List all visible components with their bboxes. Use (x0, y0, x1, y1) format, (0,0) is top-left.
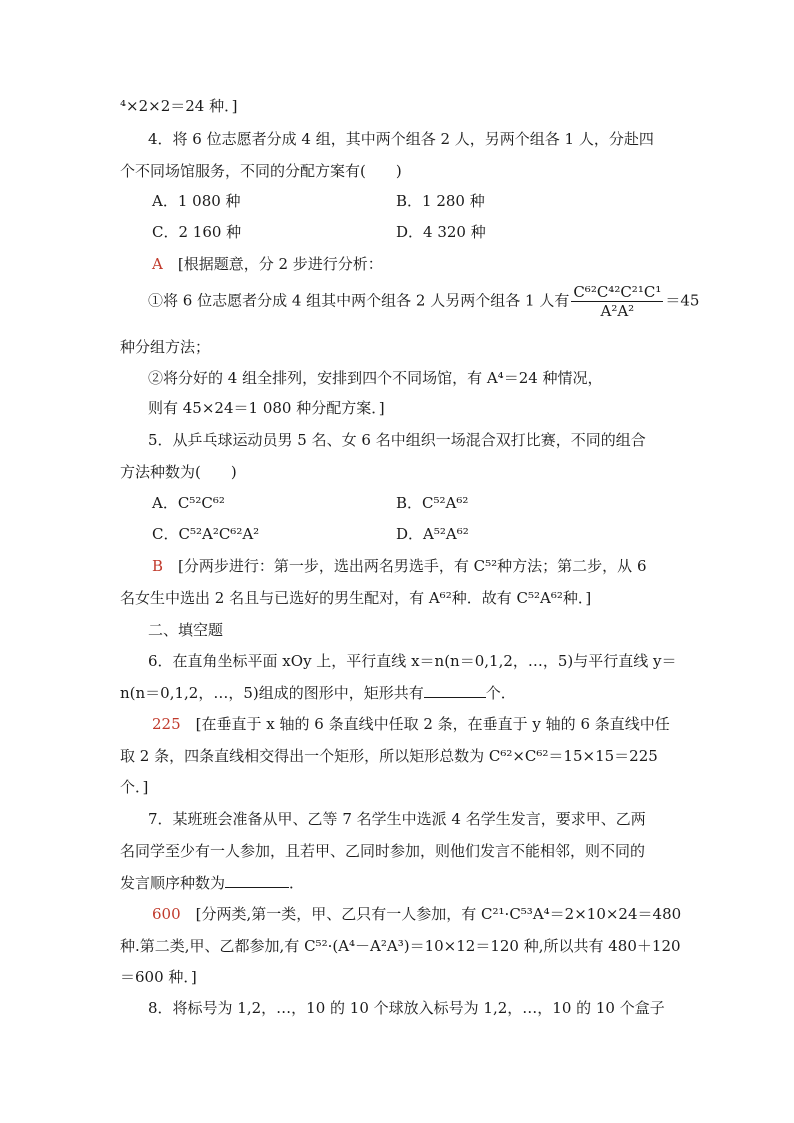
question-6-text-cont: n(n＝0,1,2，…，5)组成的图形中，矩形共有 个． (120, 681, 516, 704)
question-7-text-end: 发言顺序种数为 ． (120, 871, 304, 894)
q6-answer: 225 (152, 715, 181, 733)
section-title: 二、填空题 (148, 621, 224, 639)
question-4-text-cont: 个不同场馆服务，不同的分配方案有( ) (120, 162, 402, 180)
q4-solution-step3: 则有 45×24＝1 080 种分配方案．] (148, 399, 385, 417)
q4-option-c: C．2 160 种 (152, 223, 242, 241)
q7-solution: 600 [分两类,第一类，甲、乙只有一人参加，有 C²¹·C⁵³A⁴＝2×10×24＝480 (152, 905, 682, 923)
q4-solution-step1: ①将 6 位志愿者分成 4 组其中两个组各 2 人另两个组各 1 人有 $\frac{\text{C⁶²C⁴²C²¹C¹}}{\text{A²A²}}$ ＝45 (148, 283, 700, 320)
q4-answer: A (152, 255, 163, 273)
q5-option-c: C．C⁵²A²C⁶²A² (152, 525, 260, 543)
q4-option-b: B．1 280 种 (396, 192, 485, 210)
q6-solution: 225 [在垂直于 x 轴的 6 条直线中任取 2 条，在垂直于 y 轴的 6 条直线中任 (152, 715, 670, 733)
q4-option-a: A．1 080 种 (152, 192, 241, 210)
question-5-text-cont: 方法种数为( ) (120, 463, 237, 481)
q7-solution-cont: 种.第二类,甲、乙都参加,有 C⁵²·(A⁴－A²A³)＝10×12＝120 种,所以共有 480＋120 (120, 937, 681, 955)
q5-option-a: A．C⁵²C⁶² (152, 494, 225, 512)
q4-fraction: $\frac{\text{C⁶²C⁴²C²¹C¹}}{\text{A²A²}}$ (573, 283, 662, 320)
q5-answer: B (152, 557, 164, 575)
q4-solution-step2: ②将分好的 4 组全排列，安排到四个不同场馆，有 A⁴＝24 种情况， (148, 369, 603, 387)
question-8-text: 8．将标号为 1,2，…，10 的 10 个球放入标号为 1,2，…，10 的 10 个盒子 (148, 999, 665, 1017)
q5-option-d: D．A⁵²A⁶² (396, 525, 469, 543)
question-7-text: 7．某班班会准备从甲、乙等 7 名学生中选派 4 名学生发言，要求甲、乙两 (148, 810, 646, 828)
question-6-text: 6．在直角坐标平面 xOy 上，平行直线 x＝n(n＝0,1,2，…，5)与平行直线 y＝ (148, 652, 677, 670)
q5-solution-cont: 名女生中选出 2 名且与已选好的男生配对，有 A⁶²种．故有 C⁵²A⁶²种．] (120, 589, 592, 607)
q7-answer: 600 (152, 905, 181, 923)
q5-option-b: B．C⁵²A⁶² (396, 494, 469, 512)
q4-solution-step1-cont: 种分组方法； (120, 338, 211, 356)
q6-solution-end: 个．] (120, 778, 149, 796)
question-7-text-cont: 名同学至少有一人参加，且若甲、乙同时参加，则他们发言不能相邻，则不同的 (120, 842, 646, 860)
q7-answer-blank (225, 871, 289, 888)
q6-solution-cont: 取 2 条，四条直线相交得出一个矩形，所以矩形总数为 C⁶²×C⁶²＝15×15＝225 (120, 747, 658, 765)
question-4-text: 4．将 6 位志愿者分成 4 组，其中两个组各 2 人，另两个组各 1 人，分赴四 (148, 130, 654, 148)
q4-solution-intro: A [根据题意，分 2 步进行分析： (152, 255, 383, 273)
q4-option-d: D．4 320 种 (396, 223, 486, 241)
q6-answer-blank (424, 681, 486, 698)
q7-solution-end: ＝600 种．] (120, 968, 197, 986)
previous-solution-tail: ⁴×2×2＝24 种．] (120, 97, 238, 115)
question-5-text: 5．从乒乓球运动员男 5 名、女 6 名中组织一场混合双打比赛，不同的组合 (148, 431, 646, 449)
q5-solution: B [分两步进行：第一步，选出两名男选手，有 C⁵²种方法；第二步，从 6 (152, 557, 647, 575)
